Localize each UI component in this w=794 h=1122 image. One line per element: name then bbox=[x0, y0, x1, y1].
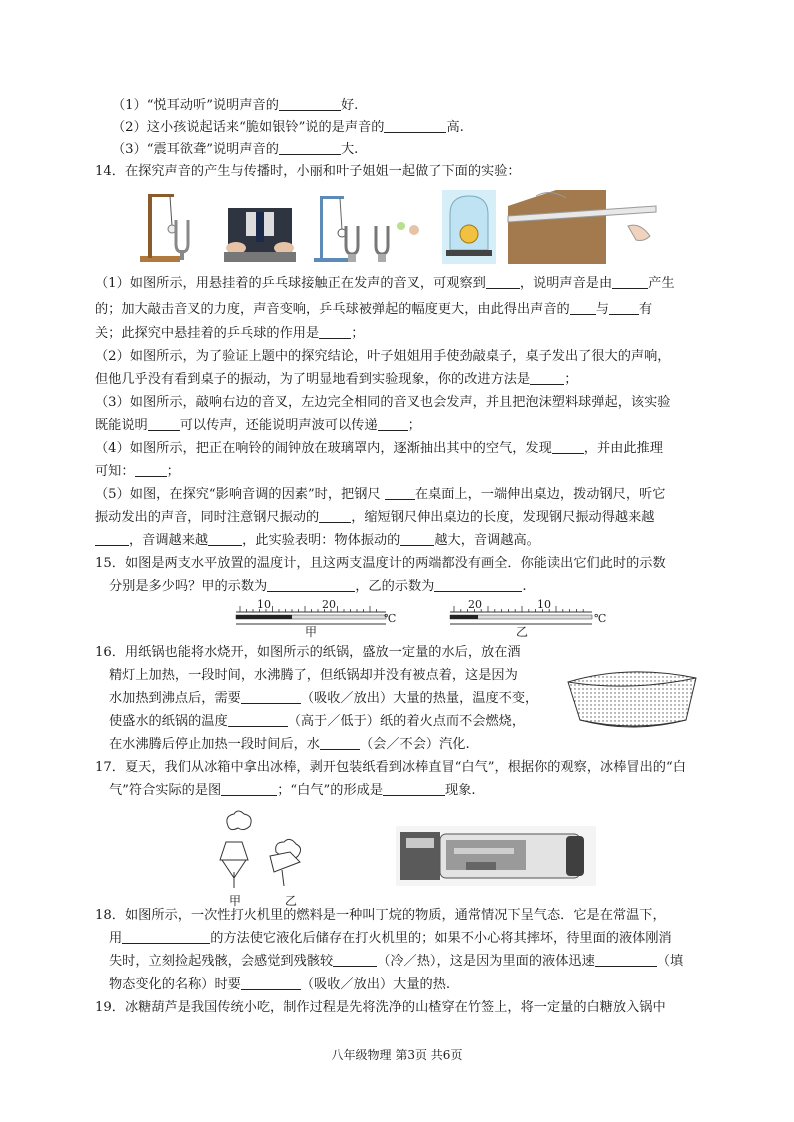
q15-line-2: 分别是多少吗？甲的示数为 ，乙的示数为 . bbox=[109, 579, 527, 594]
answer-blank[interactable] bbox=[552, 439, 584, 454]
thermometer-b-unit: ℃ bbox=[594, 612, 607, 625]
page-footer: 八年级物理 第3页 共6页 bbox=[331, 1048, 463, 1062]
q18-line-4: 物态变化的名称）时要 （吸收／放出）大量的热. bbox=[109, 977, 451, 992]
fig-a-label: 甲 bbox=[229, 894, 242, 908]
answer-blank[interactable] bbox=[208, 531, 242, 546]
q14-p1-line-3: 关；此探究中悬挂着的乒乓球的作用是 ； bbox=[95, 326, 365, 341]
thermometer-a-unit: ℃ bbox=[384, 612, 397, 625]
ruler-on-desk-figure bbox=[508, 190, 656, 264]
ice-pop-a bbox=[220, 811, 251, 888]
answer-blank[interactable] bbox=[383, 781, 445, 796]
q14-p2-line-1: （2）如图所示，为了验证上题中的探究结论，叶子姐姐用手使劲敲桌子，桌子发出了很大的声响， bbox=[95, 349, 671, 364]
answer-blank[interactable] bbox=[320, 735, 360, 750]
q13-line-3: （3）“震耳欲聋”说明声音的 大. bbox=[112, 142, 359, 157]
ice-pop-b bbox=[270, 839, 301, 886]
answer-blank[interactable] bbox=[378, 416, 408, 431]
lighter-figure bbox=[396, 822, 596, 890]
q16-line-4: 使盛水的纸锅的温度 （高于／低于）纸的着火点而不会燃烧， bbox=[109, 714, 526, 729]
hands-on-table-figure bbox=[224, 208, 296, 262]
q14-p3-line-2: 既能说明 可以传声，还能说明声波可以传递 ； bbox=[95, 418, 421, 433]
q16-line-2: 精灯上加热，一段时间，水沸腾了，但纸锅却并没有被点着，这是因为 bbox=[109, 668, 518, 683]
q14-p2-line-2: 但他几乎没有看到桌子的振动，为了明显地看到实验现象，你的改进方法是 ； bbox=[95, 372, 578, 387]
q17-line-2: 气”符合实际的是图 ；“白气”的形成是 现象. bbox=[109, 783, 476, 798]
answer-blank[interactable] bbox=[400, 531, 434, 546]
answer-blank[interactable] bbox=[486, 274, 520, 289]
answer-blank[interactable] bbox=[570, 300, 596, 315]
q16-line-1: 16．用纸锅也能将水烧开，如图所示的纸锅，盛放一定量的水后，放在酒 bbox=[95, 645, 521, 660]
paper-pot-figure bbox=[562, 660, 702, 732]
q14-p5-line-1: （5）如图，在探究“影响音调的因素”时，把钢尺 在桌面上，一端伸出桌边，拨动钢尺，听它 bbox=[95, 487, 666, 502]
tuning-fork-ball-figure bbox=[140, 194, 188, 262]
answer-blank[interactable] bbox=[434, 577, 522, 592]
thermometer-b-tick-20: 20 bbox=[468, 598, 482, 611]
answer-blank[interactable] bbox=[279, 96, 341, 111]
answer-blank[interactable] bbox=[609, 300, 639, 315]
answer-blank[interactable] bbox=[279, 140, 341, 155]
resonance-tuning-forks-figure bbox=[314, 196, 419, 262]
thermometer-b-tick-10: 10 bbox=[537, 598, 551, 611]
q13-line-2: （2）这小孩说起话来“脆如银铃”说的是声音的 高. bbox=[112, 120, 464, 135]
thermometer-a-label: 甲 bbox=[305, 625, 318, 639]
answer-blank[interactable] bbox=[267, 577, 355, 592]
q14-intro: 14．在探究声音的产生与传播时，小丽和叶子姐姐一起做了下面的实验： bbox=[95, 164, 521, 179]
thermometer-a-tick-20: 20 bbox=[322, 598, 336, 611]
q14-p4-line-1: （4）如图所示，把正在响铃的闹钟放在玻璃罩内，逐渐抽出其中的空气，发现 ，并由此推理 bbox=[95, 441, 663, 456]
q14-p3-line-1: （3）如图所示，敲响右边的音叉，左边完全相同的音叉也会发声，并且把泡沫塑料球弹起，该实验 bbox=[95, 395, 671, 410]
q14-p4-line-2: 可知： ； bbox=[95, 464, 180, 479]
q18-line-1: 18．如图所示，一次性打火机里的燃料是一种叫丁烷的物质，通常情况下呈气态．它是在常温下， bbox=[95, 908, 666, 923]
answer-blank[interactable] bbox=[333, 952, 377, 967]
ice-pop-figures bbox=[214, 812, 314, 892]
answer-blank[interactable] bbox=[612, 274, 648, 289]
answer-blank[interactable] bbox=[221, 781, 277, 796]
answer-blank[interactable] bbox=[135, 462, 167, 477]
q17-line-1: 17．夏天，我们从冰箱中拿出冰棒，剥开包装纸看到冰棒直冒“白气”，根据你的观察，冰棒冒出的“白 bbox=[95, 760, 686, 775]
answer-blank[interactable] bbox=[241, 975, 301, 990]
q15-line-1: 15．如图是两支水平放置的温度计，且这两支温度计的两端都没有画全．你能读出它们此时的示数 bbox=[95, 556, 666, 571]
q14-p5-line-3: ，音调越来越 ，此实验表明：物体振动的 越大，音调越高。 bbox=[95, 531, 540, 551]
answer-blank[interactable] bbox=[319, 508, 351, 523]
answer-blank[interactable] bbox=[384, 118, 446, 133]
q18-line-2: 用 的方法使它液化后储存在打火机里的；如果不小心将其摔坏，待里面的液体刚消 bbox=[109, 931, 672, 946]
thermometer-a-tick-10: 10 bbox=[257, 598, 271, 611]
answer-blank[interactable] bbox=[228, 712, 288, 727]
q16-line-5: 在水沸腾后停止加热一段时间后，水 （会／不会）汽化. bbox=[109, 737, 470, 752]
thermometer-b-label: 乙 bbox=[516, 625, 529, 639]
answer-blank[interactable] bbox=[385, 485, 415, 500]
q13-line-1: （1）“悦耳动听”说明声音的 好. bbox=[112, 98, 359, 113]
q14-p1-line-1: （1）如图所示，用悬挂着的乒乓球接触正在发声的音叉，可观察到 ，说明声音是由 产生 bbox=[95, 276, 675, 291]
answer-blank[interactable] bbox=[95, 531, 129, 546]
fig-b-label: 乙 bbox=[285, 894, 298, 908]
q14-experiment-figures bbox=[136, 186, 666, 266]
bell-jar-clock-figure bbox=[442, 190, 496, 264]
q19-line-1: 19．冰糖葫芦是我国传统小吃，制作过程是先将洗净的山楂穿在竹签上，将一定量的白糖放入锅中 bbox=[95, 1000, 666, 1015]
q14-p1-line-2: 的；加大敲击音叉的力度，声音变响，乒乓球被弹起的幅度更大，由此得出声音的 与 有 bbox=[95, 302, 653, 317]
q16-line-3: 水加热到沸点后，需要 （吸收／放出）大量的热量，温度不变， bbox=[109, 691, 539, 706]
q18-line-3: 失时，立刻捡起残骸，会感觉到残骸较 （冷／热），这是因为里面的液体迅速 （填 bbox=[109, 954, 684, 969]
answer-blank[interactable] bbox=[319, 324, 351, 339]
answer-blank[interactable] bbox=[122, 929, 210, 944]
answer-blank[interactable] bbox=[595, 952, 657, 967]
q14-p5-line-2: 振动发出的声音，同时注意钢尺振动的 ，缩短钢尺伸出桌边的长度，发现钢尺振动得越来越 bbox=[95, 510, 655, 525]
answer-blank[interactable] bbox=[148, 416, 180, 431]
answer-blank[interactable] bbox=[241, 689, 301, 704]
answer-blank[interactable] bbox=[530, 370, 564, 385]
